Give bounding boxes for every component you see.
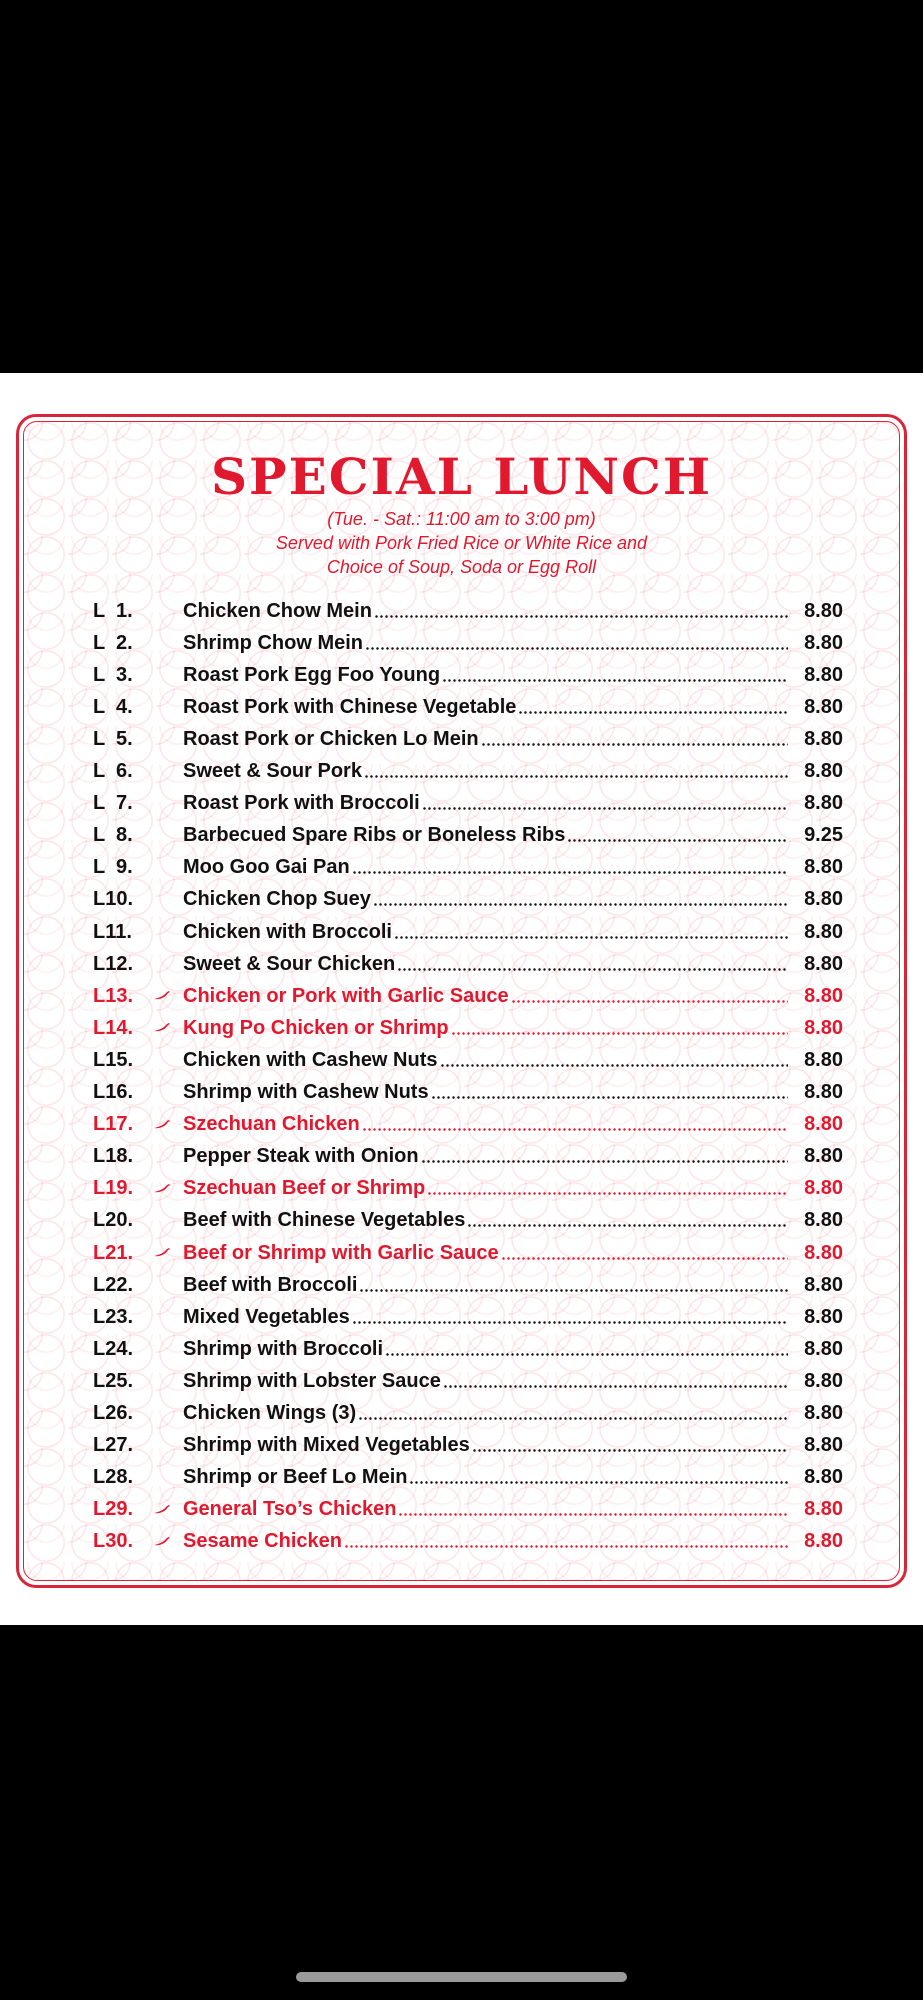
menu-item-price: 9.25 [804, 824, 843, 847]
menu-item-price: 8.80 [804, 792, 843, 815]
menu-item-number: L27. [93, 1434, 134, 1457]
dot-leader [431, 1095, 788, 1101]
dot-leader [374, 613, 788, 619]
menu-item-price: 8.80 [804, 631, 843, 654]
dot-leader [362, 1127, 788, 1133]
dot-leader [442, 677, 788, 683]
menu-item [93, 950, 843, 978]
menu-item-number: L 8. [93, 824, 133, 847]
menu-item-number: L30. [93, 1530, 134, 1553]
menu-item-name: Sweet & Sour Chicken [183, 952, 396, 975]
menu-hours: (Tue. - Sat.: 11:00 am to 3:00 pm) [327, 509, 596, 529]
menu-item [93, 1432, 843, 1460]
dot-leader [472, 1448, 788, 1454]
menu-item-number: L17. [93, 1113, 134, 1136]
dot-leader [518, 709, 788, 715]
dot-leader [394, 934, 788, 940]
menu-item [93, 1496, 843, 1524]
menu-item [93, 1014, 843, 1042]
menu-item-price: 8.80 [804, 695, 843, 718]
menu-item-number: L11. [93, 920, 132, 943]
dot-leader [352, 1319, 788, 1325]
menu-item-name: Sesame Chicken [183, 1530, 342, 1553]
menu-item-number: L 2. [93, 631, 133, 654]
menu-item-number: L24. [93, 1337, 134, 1360]
dot-leader [421, 1159, 788, 1165]
menu-item-name: Shrimp with Cashew Nuts [183, 1081, 429, 1103]
dot-leader [398, 1512, 788, 1518]
dot-leader [422, 806, 788, 812]
dot-leader [358, 1416, 788, 1422]
menu-item [93, 1079, 843, 1107]
menu-item-name: Roast Pork Egg Foo Young [183, 663, 441, 686]
menu-item [93, 1464, 843, 1492]
menu-item-price: 8.80 [804, 856, 843, 879]
menu-item-name: Roast Pork with Broccoli [183, 792, 420, 815]
menu-item [93, 854, 843, 882]
menu-item-price: 8.80 [804, 1498, 843, 1521]
menu-item [93, 982, 843, 1010]
menu-item [93, 1207, 843, 1235]
dot-leader [365, 645, 788, 651]
menu-item-price: 8.80 [804, 1530, 843, 1553]
menu-item-price: 8.80 [804, 1145, 843, 1168]
home-indicator[interactable] [296, 1972, 627, 1982]
menu-item-number: L 1. [93, 599, 133, 622]
menu-item-price: 8.80 [804, 1273, 843, 1296]
dot-leader [344, 1544, 788, 1550]
pepper-icon [153, 1116, 183, 1134]
menu-item-number: L20. [93, 1209, 134, 1232]
dot-leader [352, 870, 788, 876]
menu-item-number: L 4. [93, 695, 133, 718]
menu-item [93, 1175, 843, 1203]
menu-item-name: Chicken with Cashew Nuts [183, 1048, 438, 1071]
menu-item-name: Pepper Steak with Onion [183, 1145, 419, 1168]
menu-item-price: 8.80 [804, 1337, 843, 1360]
menu-image [0, 373, 923, 1625]
dot-leader [427, 1191, 788, 1197]
menu-item-price: 8.80 [804, 760, 843, 782]
menu-item [93, 1271, 843, 1299]
menu-item-price: 8.80 [804, 1466, 843, 1489]
menu-item-price: 8.80 [804, 920, 843, 943]
menu-item-name: Shrimp with Mixed Vegetables [183, 1434, 470, 1457]
menu-item [93, 1046, 843, 1074]
menu-item-name: Shrimp with Broccoli [183, 1337, 384, 1360]
menu-item-name: Chicken Chop Suey [183, 888, 371, 911]
menu-item-price: 8.80 [804, 888, 843, 911]
menu-item-price: 8.80 [804, 1402, 843, 1424]
menu-item-number: L21. [93, 1241, 134, 1264]
menu-item-price: 8.80 [804, 727, 843, 750]
menu-item [93, 661, 843, 689]
menu-item [93, 1239, 843, 1267]
menu-item-name: General Tso’s Chicken [183, 1498, 397, 1521]
menu-item-price: 8.80 [804, 984, 843, 1007]
menu-item [93, 629, 843, 657]
menu-item-price: 8.80 [804, 1048, 843, 1071]
dot-leader [481, 741, 788, 747]
menu-item-name: Chicken Wings (3) [183, 1402, 357, 1424]
menu-item-number: L22. [93, 1273, 134, 1296]
menu-item [93, 1143, 843, 1171]
menu-item [93, 693, 843, 721]
dot-leader [364, 774, 788, 780]
dot-leader [567, 838, 788, 844]
menu-item-price: 8.80 [804, 1081, 843, 1103]
menu-item-price: 8.80 [804, 1305, 843, 1328]
menu-item [93, 822, 843, 850]
menu-item-number: L 3. [93, 663, 133, 686]
menu-item-number: L26. [93, 1402, 134, 1424]
dot-leader [440, 1062, 789, 1068]
menu-item-number: L19. [93, 1177, 134, 1200]
menu-item-name: Szechuan Chicken [183, 1113, 360, 1136]
menu-item [93, 1400, 843, 1428]
menu-item-name: Sweet & Sour Pork [183, 760, 362, 782]
dot-leader [501, 1255, 788, 1261]
dot-leader [397, 966, 788, 972]
menu-item-number: L16. [93, 1081, 134, 1103]
menu-item-price: 8.80 [804, 1369, 843, 1392]
dot-leader [373, 902, 788, 908]
menu-item-name: Chicken Chow Mein [183, 599, 372, 622]
menu-item [93, 1528, 843, 1556]
menu-item-name: Moo Goo Gai Pan [183, 856, 350, 879]
menu-item-price: 8.80 [804, 1113, 843, 1136]
menu-item [93, 790, 843, 818]
menu-item-name: Kung Po Chicken or Shrimp [183, 1016, 449, 1039]
menu-choice-of: Choice of Soup, Soda or Egg Roll [326, 557, 597, 577]
menu-item-price: 8.80 [804, 1177, 843, 1200]
menu-item-price: 8.80 [804, 952, 843, 975]
menu-title: SPECIAL LUNCH [210, 447, 713, 506]
menu-item-number: L14. [93, 1016, 134, 1039]
menu-item-name: Shrimp with Lobster Sauce [183, 1369, 441, 1392]
menu-item [93, 758, 843, 786]
menu-item [93, 597, 843, 625]
menu-item [93, 886, 843, 914]
menu-item-name: Szechuan Beef or Shrimp [183, 1177, 426, 1200]
menu-item-name: Mixed Vegetables [183, 1305, 350, 1328]
menu-item-number: L 9. [93, 856, 133, 879]
menu-item-price: 8.80 [804, 1016, 843, 1039]
menu-item-number: L28. [93, 1466, 134, 1489]
menu-item [93, 1303, 843, 1331]
pepper-icon [153, 1019, 183, 1037]
menu-served-with: Served with Pork Fried Rice or White Rice and [275, 533, 648, 553]
menu-item-number: L 7. [93, 792, 133, 815]
pepper-icon [153, 1501, 183, 1519]
menu-item-number: L12. [93, 952, 134, 975]
menu-item-name: Beef or Shrimp with Garlic Sauce [183, 1241, 499, 1264]
menu-item-number: L15. [93, 1048, 134, 1071]
menu-item-name: Roast Pork with Chinese Vegetable [183, 695, 517, 718]
menu-item-name: Shrimp Chow Mein [183, 631, 363, 654]
menu-item-number: L 5. [93, 727, 133, 750]
menu-item-number: L25. [93, 1369, 134, 1392]
menu-item-number: L23. [93, 1305, 134, 1328]
dot-leader [511, 998, 788, 1004]
menu-item-price: 8.80 [804, 599, 843, 622]
dot-leader [359, 1287, 788, 1293]
menu-item-price: 8.80 [804, 1209, 843, 1232]
menu-item-name: Chicken with Broccoli [183, 920, 392, 943]
pepper-icon [153, 1180, 183, 1198]
menu-item-name: Roast Pork or Chicken Lo Mein [183, 727, 479, 750]
dot-leader [385, 1351, 788, 1357]
dot-leader [451, 1030, 788, 1036]
menu-item [93, 1335, 843, 1363]
menu-item-name: Chicken or Pork with Garlic Sauce [183, 984, 509, 1007]
menu-item-number: L 6. [93, 760, 133, 782]
menu-item [93, 725, 843, 753]
menu-item-number: L18. [93, 1145, 134, 1168]
pepper-icon [153, 1244, 183, 1262]
menu-item [93, 918, 843, 946]
pepper-icon [153, 1533, 183, 1551]
menu-item-price: 8.80 [804, 1241, 843, 1264]
menu-item-number: L13. [93, 984, 134, 1007]
menu-item-number: L29. [93, 1498, 134, 1521]
menu-item [93, 1111, 843, 1139]
menu-item-name: Barbecued Spare Ribs or Boneless Ribs [183, 824, 566, 847]
dot-leader [467, 1223, 788, 1229]
menu-item-name: Shrimp or Beef Lo Mein [183, 1466, 408, 1489]
dot-leader [409, 1480, 788, 1486]
menu-item-price: 8.80 [804, 1434, 843, 1457]
menu-item-price: 8.80 [804, 663, 843, 686]
menu-item [93, 1367, 843, 1395]
dot-leader [443, 1383, 788, 1389]
menu-item-number: L10. [93, 888, 134, 911]
pepper-icon [153, 987, 183, 1005]
menu-item-name: Beef with Broccoli [183, 1273, 358, 1296]
menu-item-name: Beef with Chinese Vegetables [183, 1209, 466, 1232]
